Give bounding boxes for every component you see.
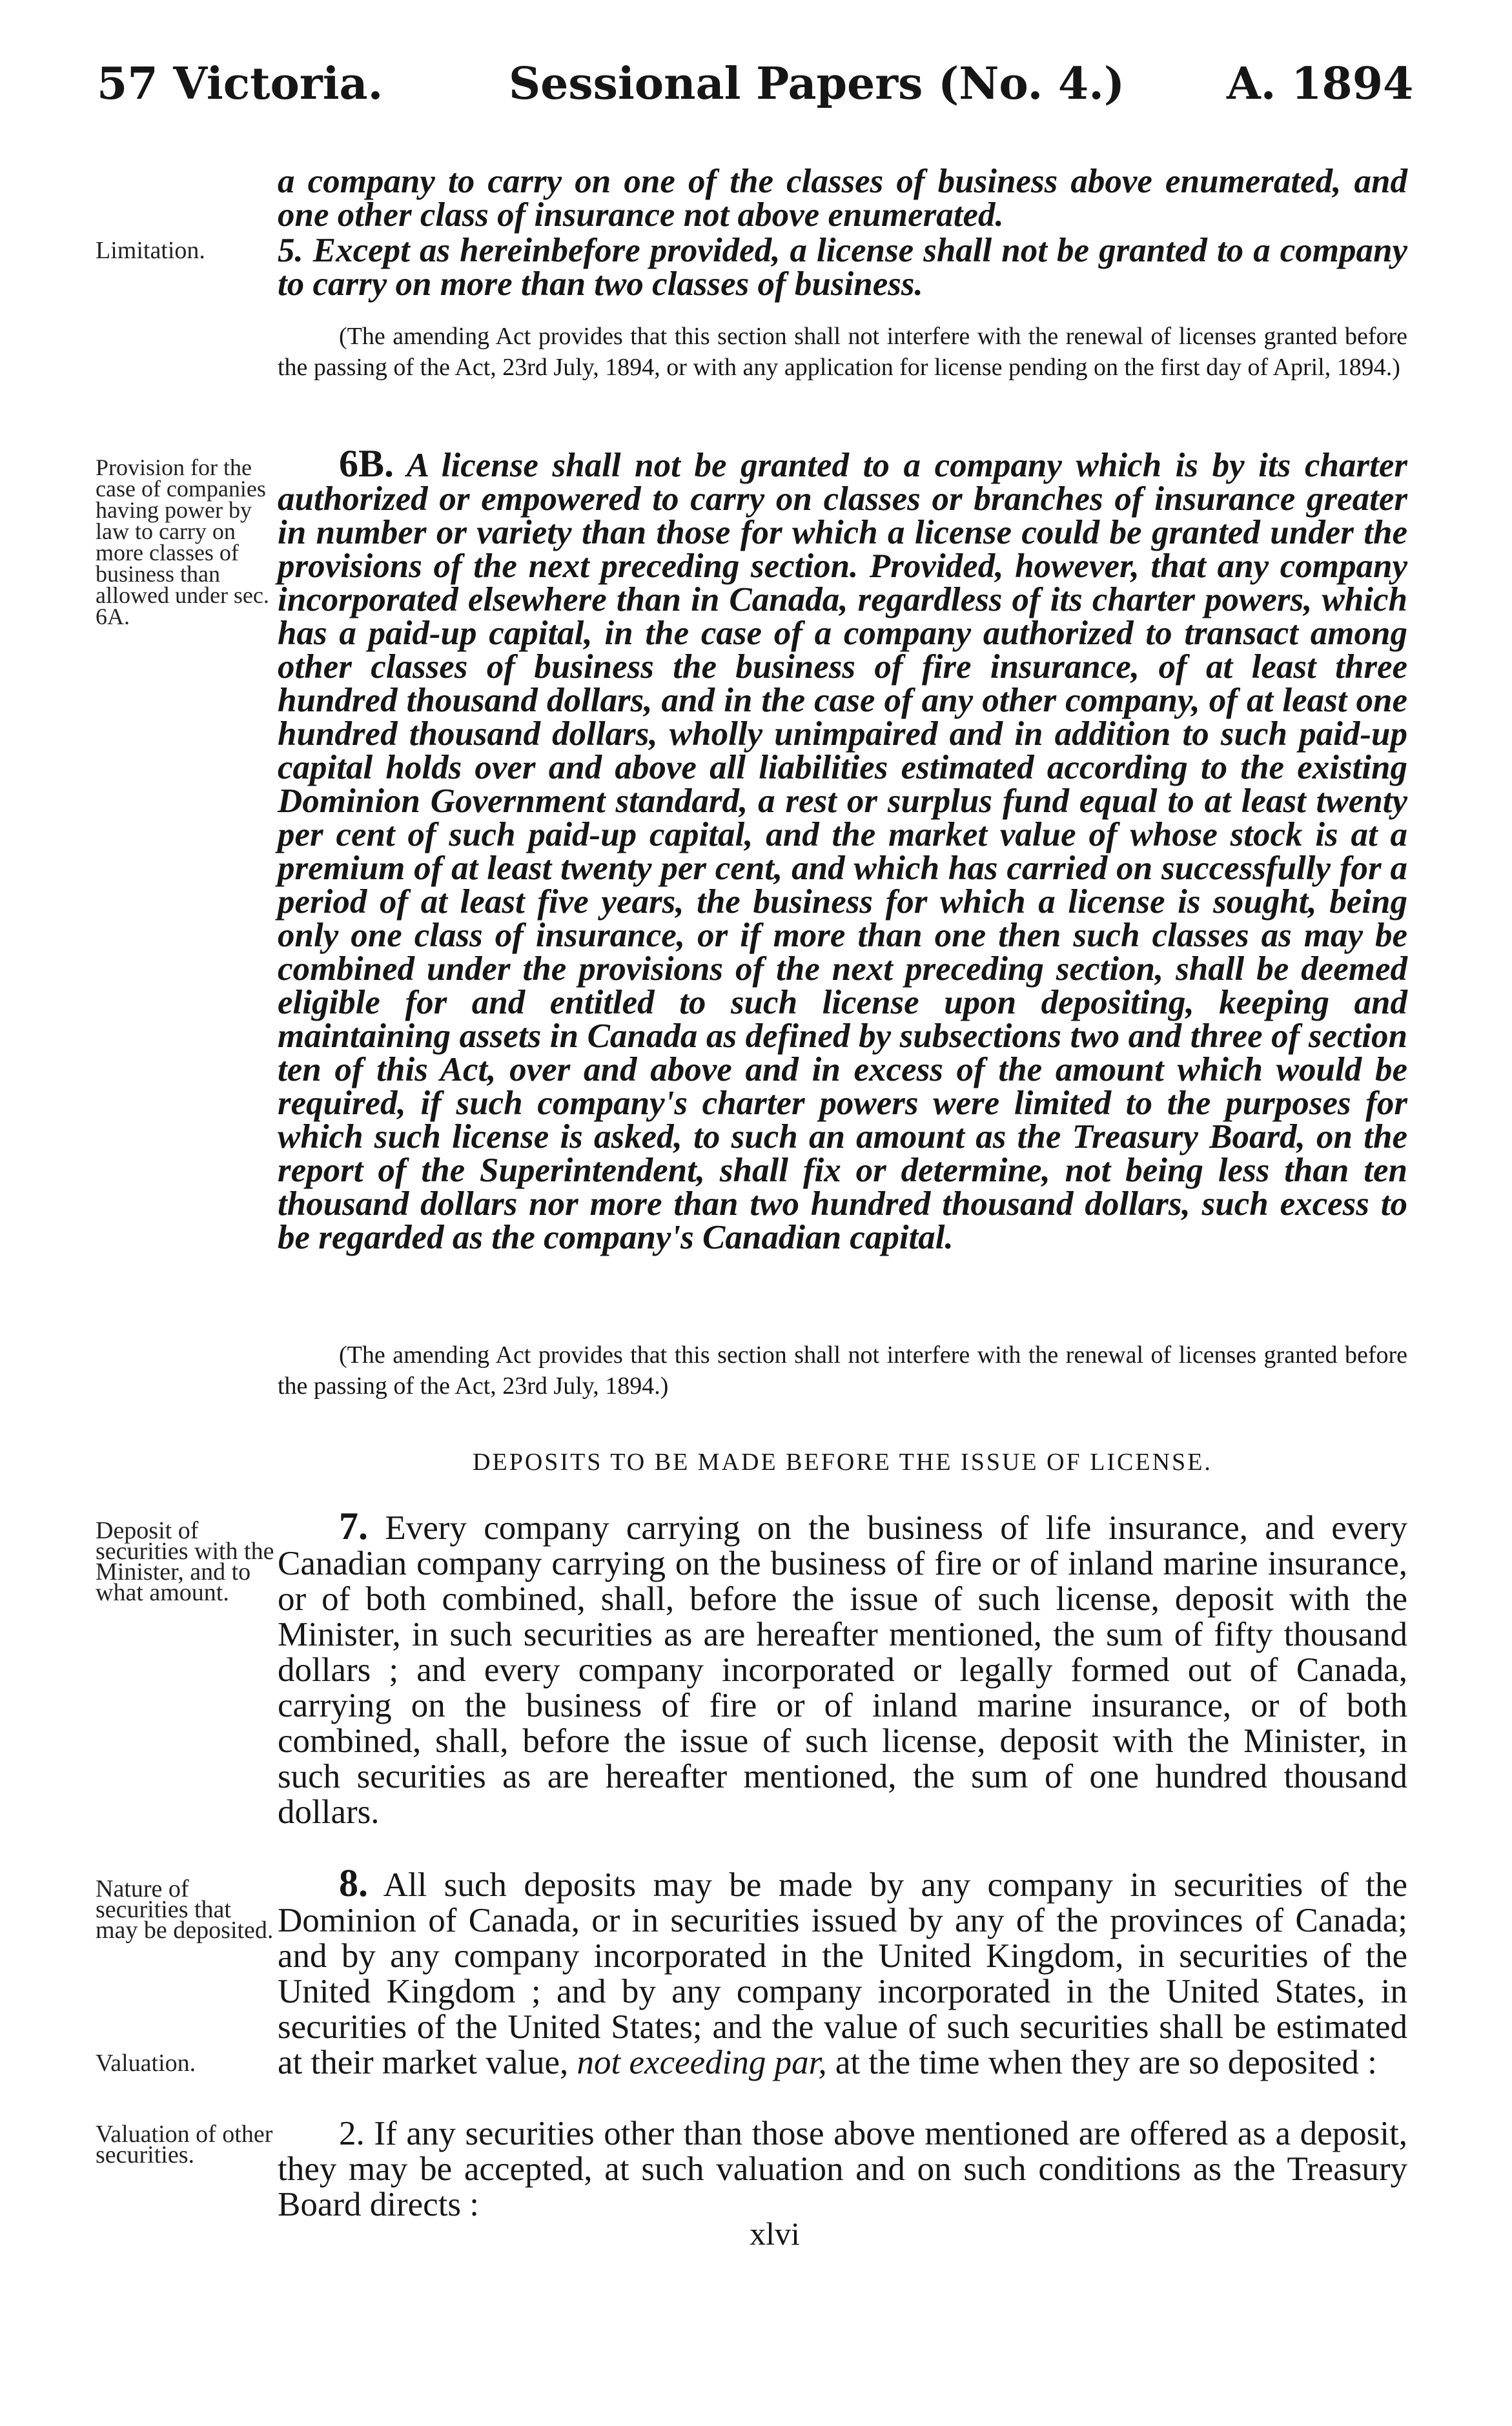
- section-7: [278, 1505, 1407, 1831]
- sidenote-limitation: Limitation.: [96, 237, 205, 264]
- section-heading: DEPOSITS TO BE MADE BEFORE THE ISSUE OF LICENSE.: [473, 1449, 1212, 1476]
- amending-note-2: (The amending Act provides that this section shall not interfere with the renewal of licenses granted before the passing of the Act, 23rd July, 1894.): [278, 1341, 1407, 1400]
- sidenote-valuation-other: Valuation of other securities.: [96, 2121, 273, 2168]
- section-8-text-a: All such deposits may be made by any company in securities of the Dominion of Canada, or in securities issued by any of the provinces of Canada; and by any company incorporated in the United Kingdom, in securities of the United Kingdom ; and by any company incorporated in the United States, in securities of the United States; and the value of such securities shall be estimated at their market value,: [278, 1866, 1408, 2081]
- section-5: 5. Except as hereinbefore provided, a license shall not be granted to a company to carry on more than two classes of business.: [278, 232, 1407, 303]
- header-title: Sessional Papers (No. 4.): [509, 58, 1125, 110]
- section-7-text: Every company carrying on the business of life insurance, and every Canadian company carrying on the business of fire or of inland marine insurance, or of both combined, shall, before the issue of such license, deposit with the Minister, in such securities as are hereafter mentioned, the sum of fifty thousand dollars ; and every company incorporated or legally formed out of Canada, carrying on the business of fire or of inland marine insurance, or of both combined, shall, before the issue of such license, deposit with the Minister, in such securities as are hereafter mentioned, the sum of one hundred thousand dollars.: [278, 1509, 1407, 1831]
- continuation-text: a company to carry on one of the classes of business above enumerated, and one other class of insurance not above enumerated.: [278, 163, 1407, 234]
- page-folio: xlvi: [750, 2216, 800, 2252]
- section-8-number: 8.: [339, 1862, 368, 1904]
- sidenote-nature: Nature of securities that may be deposited.: [96, 1875, 274, 1944]
- section-8-italic: not exceeding par,: [577, 2044, 827, 2081]
- sidenote-provision: Provision for the case of companies having power by law to carry on more classes of business than allowed under sec. 6A.: [96, 454, 269, 629]
- section-6b-number: 6B.: [339, 442, 394, 485]
- section-6b: [278, 442, 1407, 1256]
- sidenote-valuation: Valuation.: [96, 2050, 196, 2077]
- section-8-subsection-2: 2. If any securities other than those above mentioned are offered as a deposit, they may be accepted, at such valuation and on such conditions as the Treasury Board directs :: [278, 2115, 1407, 2223]
- amending-note-1: (The amending Act provides that this section shall not interfere with the renewal of licenses granted before the passing of the Act, 23rd July, 1894, or with any application for license pending on the first day of April, 1894.): [278, 323, 1407, 381]
- section-7-number: 7.: [339, 1505, 368, 1547]
- section-6b-text: A license shall not be granted to a company which is by its charter authorized or empowered to carry on classes or branches of insurance greater in number or variety than those for which a license could be granted under the provisions of the next preceding section. Provided, however, that any company incorporated elsewhere than in Canada, regardless of its charter powers, which has a paid-up capital, in the case of a company authorized to transact among other classes of business the business of fire insurance, of at least three hundred thousand dollars, and in the case of any other company, of at least one hundred thousand dollars, wholly unimpaired and in addition to such paid-up capital holds over and above all liabilities estimated according to the existing Dominion Government standard, a rest or surplus fund equal to at least twenty per cent of such paid-up capital, and the market value of whose stock is at a premium of at least twenty per cent, and which has carried on successfully for a period of at least five years, the business for which a license is sought, being only one class of insurance, or if more than one then such classes as may be combined under the provisions of the next preceding section, shall be deemed eligible for and entitled to such license upon depositing, keeping and maintaining assets in Canada as defined by subsections two and three of section ten of this Act, over and above and in excess of the amount which would be required, if such company's charter powers were limited to the purposes for which such license is asked, to such an amount as the Treasury Board, on the report of the Superintendent, shall fix or determine, not being less than ten thousand dollars nor more than two hundred thousand dollars, such excess to be regarded as the company's Canadian capital.: [278, 447, 1407, 1256]
- sidenote-deposit: Deposit of securities with the Minister, and to what amount.: [96, 1517, 274, 1606]
- section-8: [278, 1862, 1408, 2081]
- header-session: 57 Victoria.: [97, 58, 383, 110]
- section-8-text-b: at the time when they are so deposited :: [835, 2044, 1377, 2081]
- header-year: A. 1894: [1227, 58, 1414, 110]
